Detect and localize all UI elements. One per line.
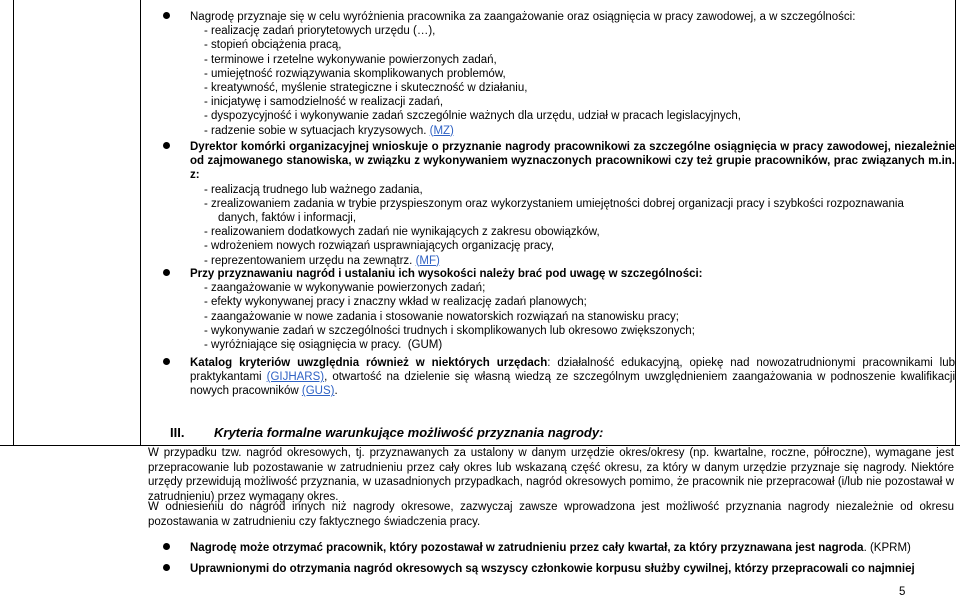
reference-link[interactable]: (GUS) [301,385,335,398]
list-item [204,338,955,352]
body-paragraph-1: W przypadku tzw. nagród okresowych, tj. przyznawanych za ustalony w danym urzędzie okres/okresy (np. kwartalne, roczne, półroczne), wymagane jest przepracowanie lub pozostawanie w zatrudnieniu przez cały okres lub wskazaną część okresu, za który w danym urzędzie przyznaje się nagrody. Niektóre urzędy przewidują możliwość przyznania, w uzasadnionych przypadkach, nagród okresowych pomimo, że pracownik nie przepracował (i/lub nie pozostawał w zatrudnieniu) przez wymagany okres. [148,447,954,503]
paragraph-nagroda [190,10,955,138]
section-title: Kryteria formalne warunkujące możliwość przyznania nagrody: [214,425,604,440]
reference-link[interactable]: (MZ) [429,124,454,137]
bullet-rest-text: . (KPRM) [863,542,911,554]
table-border-left [13,0,14,445]
list-item: - efekty wykonywanej pracy i znaczny wkład w realizację zadań planowych; [204,296,587,309]
bullet-item [190,541,955,556]
list-item-text: - radzenie sobie w sytuacjach kryzysowych. [204,124,427,137]
criteria-list [190,281,955,352]
list-item: - realizacją trudnego lub ważnego zadania, [204,183,423,196]
bullet-icon [163,142,170,149]
para-lead: Katalog kryteriów uwzględnia również w niektórych urzędach [190,357,548,369]
bullet-icon [163,358,170,365]
paragraph-katalog [190,356,955,399]
bullet-text [190,542,911,554]
body-paragraph-2: W odniesieniu do nagród innych niż nagrody okresowe, zazwyczaj zawsze wprowadzona jest możliwość przyznania nagrody niezależnie od okresu pozostawania w zatrudnieniu czy faktycznego świadczenia pracy. [148,501,954,528]
list-item: - kreatywność, myślenie strategiczne i skuteczność w działaniu, [204,82,528,95]
para-lead: Nagrodę przyznaje się w celu wyróżnienia pracownika za zaangażowanie oraz osiągnięcia w pracy zawodowej, a w szczególności: [190,11,856,23]
section-heading [170,425,603,440]
para-text [190,356,955,399]
list-item: - dyspozycyjność i wykonywanie zadań szczególnie ważnych dla urzędu, udział w pracach legislacyjnych, [204,110,741,123]
bullet-bold-text: Nagrodę może otrzymać pracownik, który pozostawał w zatrudnieniu przez cały kwartał, za który przyznawana jest nagroda [190,542,864,554]
reference-link[interactable]: (GIJHARS) [266,371,325,384]
list-item [204,254,955,268]
list-item [204,124,955,138]
list-item: - stopień obciążenia pracą, [204,39,342,52]
list-item: - zrealizowaniem zadania w trybie przyspieszonym oraz wykorzystaniem umiejętności dobrej organizacji pracy i szybkości rozpoznawania [204,197,904,210]
list-item: - wdrożeniem nowych rozwiązań usprawniających organizację pracy, [204,240,555,253]
bullet-bold-text: Uprawnionymi do otrzymania nagród okresowych są wszyscy członkowie korpusu służby cywilnej, którzy przepracowali co najmniej [190,563,915,575]
list-item: - inicjatywę i samodzielność w realizacji zadań, [204,96,444,109]
list-item-text: - reprezentowaniem urzędu na zewnątrz. [204,254,413,267]
list-item: - realizację zadań priorytetowych urzędu (…), [204,25,436,38]
bullet-icon [163,269,170,276]
list-item: - terminowe i rzetelne wykonywanie powierzonych zadań, [204,53,497,66]
table-border-right [955,0,956,445]
page-number: 5 [899,586,906,598]
list-item: danych, faktów i informacji, [218,212,357,225]
reference-text: (GUM) [407,339,443,352]
list-item: - realizowaniem dodatkowych zadań nie wynikających z zakresu obowiązków, [204,226,600,239]
para-lead: Dyrektor komórki organizacyjnej wnioskuje o przyznanie nagrody pracownikowi za szczególne osiągnięcia w pracy zawodowej, niezależnie od zajmowanego stanowiska, w związku z wykonywaniem wyznaczonych pracownikowi czy też grupie pracowników, prac związanych m.in. z: [190,141,955,182]
criteria-list [190,24,955,138]
criteria-list [190,183,955,268]
list-item: - wykonywanie zadań w szczególności trudnych i skomplikowanych lub okresowo zwiększonych; [204,324,695,337]
table-border-middle [140,0,141,445]
bullet-item [190,562,955,577]
paragraph-przyznawanie [190,267,955,352]
paragraph-dyrektor [190,140,955,268]
list-item: - zaangażowanie w nowe zadania i stosowanie nowatorskich rozwiązań na stanowisku pracy; [204,310,679,323]
para-body: , otwartość na dzielenie się własną wiedzą ze szczególnym uwzględnieniem zaangażowania w podnoszenie kwalifikacji nowych pracowników [190,371,955,398]
bullet-icon [163,564,170,571]
para-end: . [334,385,338,398]
section-number: III. [170,425,185,440]
bullet-icon [163,12,170,19]
reference-link[interactable]: (MF) [415,254,440,267]
para-lead: Przy przyznawaniu nagród i ustalaniu ich wysokości należy brać pod uwagę w szczególności: [190,268,703,280]
list-item: - zaangażowanie w wykonywanie powierzonych zadań; [204,282,486,295]
para-body: : działalność edukacyjną, opiekę nad nowozatrudnionymi pracownikami lub praktykantami [190,357,955,384]
bullet-text [190,563,915,575]
list-item: - umiejętność rozwiązywania skomplikowanych problemów, [204,67,506,80]
bullet-icon [163,543,170,550]
list-item-text: - wyróżniające się osiągnięcia w pracy. [204,339,402,352]
